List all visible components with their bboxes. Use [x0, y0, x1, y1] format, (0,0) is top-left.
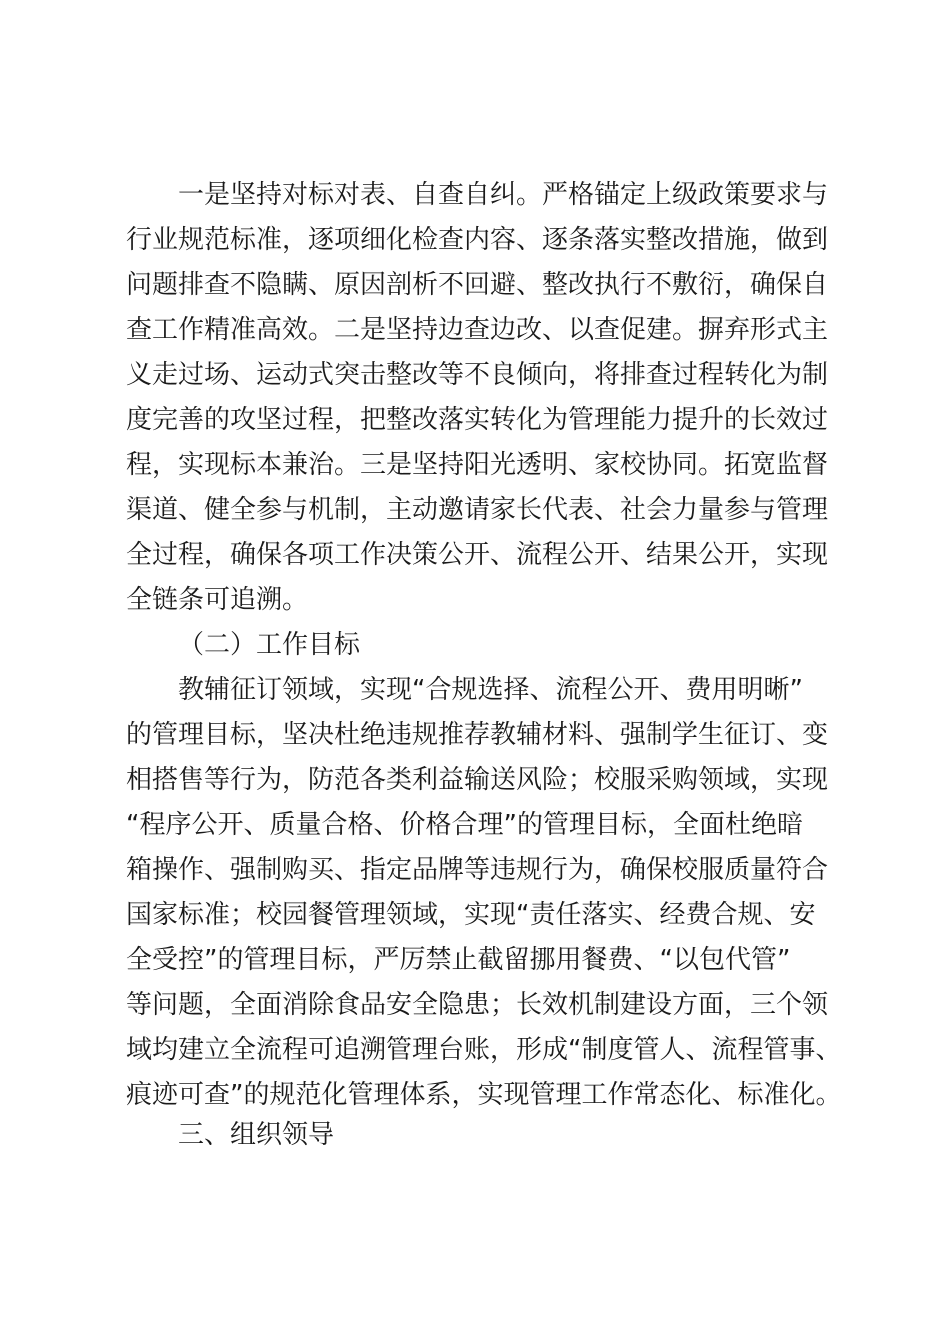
paragraph-line: 等问题，全面消除食品安全隐患；长效机制建设方面，三个领	[126, 990, 829, 1020]
heading-text: （二）工作目标	[178, 630, 361, 660]
paragraph-line: 义走过场、运动式突击整改等不良倾向，将排查过程转化为制	[126, 360, 829, 390]
paragraph-line: 教辅征订领域，实现“合规选择、流程公开、费用明晰”	[178, 675, 803, 705]
paragraph-line: 国家标准；校园餐管理领域，实现“责任落实、经费合规、安	[126, 900, 816, 930]
paragraph-line: 行业规范标准，逐项细化检查内容、逐条落实整改措施，做到	[126, 225, 829, 255]
paragraph-line: 一是坚持对标对表、自查自纠。严格锚定上级政策要求与	[178, 180, 829, 210]
section-heading-organization	[126, 1113, 846, 1158]
paragraph-line: 查工作精准高效。二是坚持边查边改、以查促建。摒弃形式主	[126, 315, 829, 345]
paragraph-line: 相搭售等行为，防范各类利益输送风险；校服采购领域，实现	[126, 765, 829, 795]
paragraph-line: 程，实现标本兼治。三是坚持阳光透明、家校协同。拓宽监督	[126, 450, 829, 480]
paragraph-line: 域均建立全流程可追溯管理台账，形成“制度管人、流程管事、	[126, 1035, 842, 1065]
paragraph-line: 问题排查不隐瞒、原因剖析不回避、整改执行不敷衍，确保自	[126, 270, 829, 300]
paragraph-line: 度完善的攻坚过程，把整改落实转化为管理能力提升的长效过	[126, 405, 829, 435]
paragraph-line: 箱操作、强制购买、指定品牌等违规行为，确保校服质量符合	[126, 855, 829, 885]
paragraph-line: “程序公开、质量合格、价格合理”的管理目标，全面杜绝暗	[126, 810, 803, 840]
paragraph-goals	[126, 668, 846, 1118]
heading-text: 三、组织领导	[178, 1120, 335, 1150]
paragraph-line: 全受控”的管理目标，严厉禁止截留挪用餐费、“以包代管”	[126, 945, 791, 975]
paragraph-line: 全过程，确保各项工作决策公开、流程公开、结果公开，实现	[126, 540, 829, 570]
paragraph-line: 痕迹可查”的规范化管理体系，实现管理工作常态化、标准化。	[126, 1080, 842, 1110]
paragraph-line: 渠道、健全参与机制，主动邀请家长代表、社会力量参与管理	[126, 495, 829, 525]
paragraph-principles	[126, 173, 846, 623]
section-heading-work-goals	[126, 623, 846, 668]
paragraph-line: 全链条可追溯。	[126, 585, 309, 615]
paragraph-line: 的管理目标，坚决杜绝违规推荐教辅材料、强制学生征订、变	[126, 720, 829, 750]
